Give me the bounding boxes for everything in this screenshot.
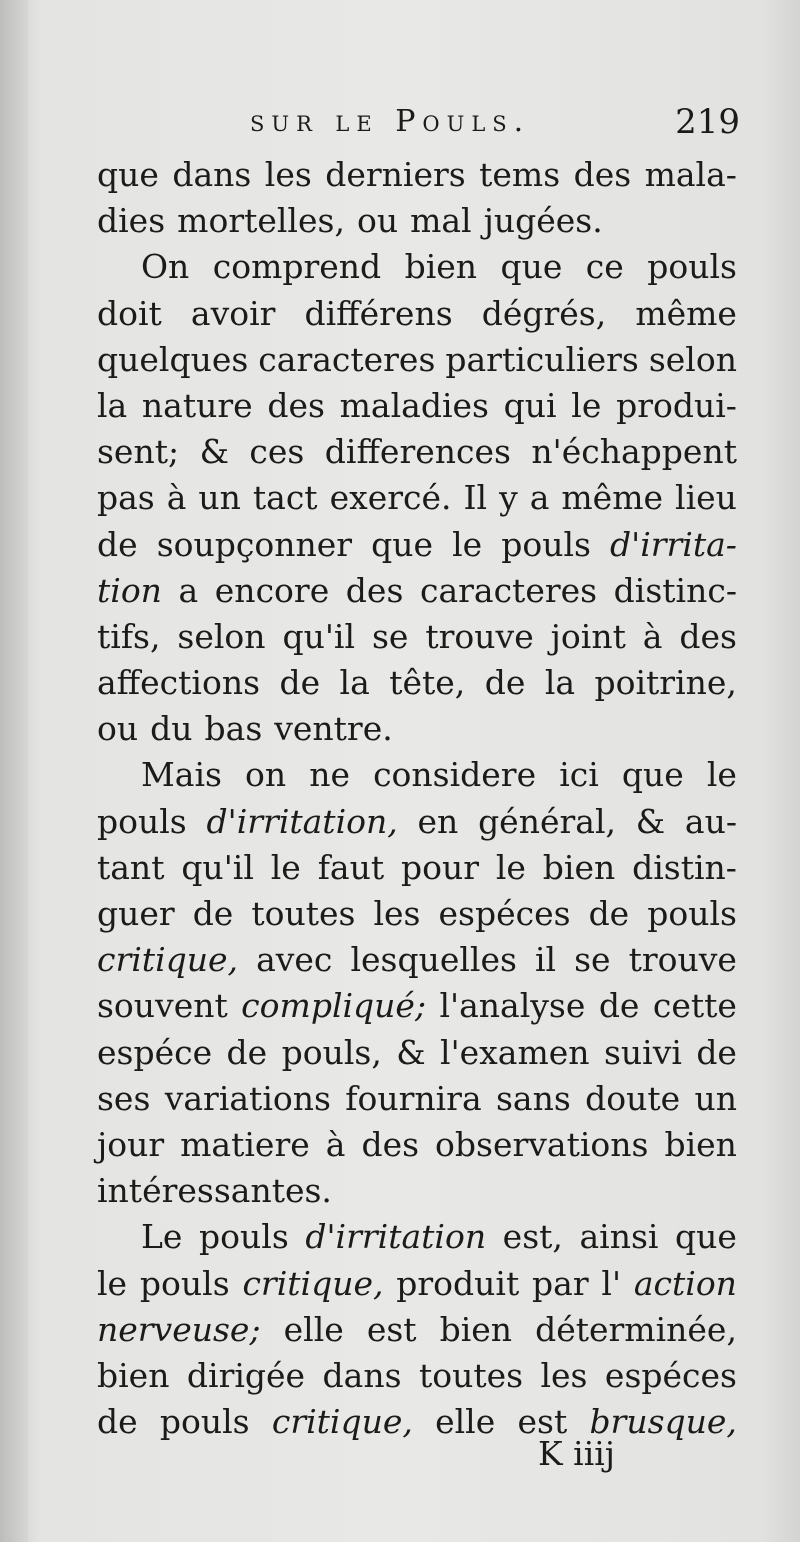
word: caracteres [258, 339, 436, 379]
word: qu'il [181, 847, 254, 887]
word: de [588, 894, 630, 933]
word: ne [309, 755, 350, 795]
word: du [150, 709, 193, 749]
word: pouls [647, 894, 737, 933]
italic-word: action [633, 1263, 737, 1303]
text-line [97, 1030, 737, 1076]
word: elle [283, 1309, 344, 1349]
word: & [396, 1032, 426, 1072]
word: de [226, 1032, 268, 1072]
word: variations [164, 1078, 331, 1118]
word: toutes [251, 894, 356, 933]
text-line [97, 291, 737, 337]
word: sent; [97, 432, 180, 472]
word: général, [478, 801, 616, 841]
word: considere [373, 755, 537, 795]
italic-word: nerveuse; [97, 1309, 261, 1349]
word: pouls [501, 524, 591, 564]
word: de [97, 1402, 138, 1442]
word: dies [97, 201, 166, 241]
word: dans [172, 155, 252, 194]
italic-word: critique, [242, 1263, 384, 1303]
word: espéces [438, 894, 571, 933]
signature-mark: K iiij [538, 1434, 616, 1473]
word: ce [585, 247, 624, 287]
word: de [696, 1032, 737, 1072]
word: poitrine, [594, 663, 737, 703]
word: déterminée, [535, 1309, 737, 1349]
word: distin- [632, 847, 737, 887]
word: tems [479, 155, 561, 194]
word: On [141, 247, 190, 287]
page-number: 219 [675, 102, 740, 142]
page-gutter-shadow [0, 0, 28, 1542]
word: par [532, 1263, 589, 1303]
word: avoir [190, 293, 276, 333]
word: intéressantes. [97, 1171, 332, 1211]
word: & [635, 801, 666, 841]
word: bien [97, 1355, 170, 1395]
word: souvent [97, 986, 228, 1026]
word: espéce [97, 1032, 213, 1072]
word: que [371, 524, 434, 564]
word: que [97, 155, 159, 194]
text-line [97, 152, 737, 198]
word: est [517, 1402, 568, 1442]
word: exercé. [329, 478, 452, 518]
word: dégrés, [481, 293, 607, 333]
word: tifs, [97, 616, 161, 656]
word: differences [324, 432, 511, 472]
word: y [499, 478, 518, 518]
word: espéces [604, 1355, 737, 1395]
text-line [97, 522, 737, 568]
word: à [642, 616, 663, 656]
word: le [270, 847, 301, 887]
word: jour [97, 1124, 165, 1164]
word: pouls [97, 801, 187, 841]
word: de [279, 663, 321, 703]
word: ou [356, 201, 399, 241]
word: le [706, 755, 737, 795]
word: des [573, 155, 632, 194]
word: pas [97, 478, 155, 518]
word: bas [204, 709, 263, 749]
word: suivi [603, 1032, 682, 1072]
word: de [97, 524, 138, 564]
word: de [192, 894, 234, 933]
word: trouve [425, 616, 534, 656]
word: ou [97, 709, 139, 749]
word: lesquelles [350, 940, 517, 980]
word: produit [396, 1263, 520, 1303]
word: la [544, 663, 576, 703]
word: un [694, 1078, 737, 1118]
word: mal [410, 201, 472, 241]
word: l'analyse [439, 986, 586, 1026]
word: qu'il [282, 616, 356, 656]
word: faut [317, 847, 385, 887]
word: pour [400, 847, 479, 887]
word: l'examen [440, 1032, 590, 1072]
word: la [97, 385, 128, 425]
word: à [325, 1124, 346, 1164]
word: ces [249, 432, 305, 472]
text-line [97, 1168, 737, 1214]
word: ses [97, 1078, 151, 1118]
word: pouls [647, 247, 737, 287]
text-line [97, 429, 737, 475]
word: différens [304, 293, 453, 333]
word: Il [463, 478, 488, 518]
body-text [97, 152, 737, 1445]
word: sans [495, 1078, 571, 1118]
word: distinc- [613, 570, 737, 610]
text-line [97, 1076, 737, 1122]
word: trouve [628, 940, 737, 980]
text-line [97, 1307, 737, 1353]
word: quelques [97, 339, 249, 379]
word: fournira [345, 1078, 482, 1118]
word: affections [97, 663, 261, 703]
text-line [97, 845, 737, 891]
word: soupçonner [156, 524, 353, 564]
word: maladies [339, 385, 489, 425]
word: il [534, 940, 557, 980]
text-line [97, 1214, 737, 1260]
word: bien [664, 1124, 737, 1164]
word: & [199, 432, 229, 472]
word: selon [648, 339, 737, 379]
word: Le [141, 1217, 183, 1257]
word: cette [652, 986, 737, 1026]
text-line [97, 937, 737, 983]
word: tact [252, 478, 318, 518]
text-line [97, 383, 737, 429]
word: des [361, 1124, 420, 1164]
text-line [97, 660, 737, 706]
word: se [574, 940, 611, 980]
word: particuliers [445, 339, 639, 379]
word: ventre. [274, 709, 393, 749]
word: est [366, 1309, 417, 1349]
italic-word: compliqué; [241, 986, 427, 1026]
word: encore [214, 570, 330, 610]
word: que [500, 247, 563, 287]
word: mortelles, [177, 201, 345, 241]
page-header [250, 100, 740, 150]
word: de [598, 986, 640, 1026]
word: n'échappent [531, 432, 737, 472]
word: même [561, 478, 664, 518]
italic-word: d'irritation, [206, 801, 398, 841]
word: pouls [139, 1263, 230, 1303]
text-line [97, 1261, 737, 1307]
word: que [621, 755, 684, 795]
word: même [635, 293, 737, 333]
word: bien [439, 1309, 513, 1349]
word: les [373, 894, 421, 933]
text-line [97, 198, 737, 244]
word: matiere [180, 1124, 310, 1164]
word: avec [256, 940, 333, 980]
word: observations [435, 1124, 649, 1164]
word: a [529, 478, 550, 518]
word: des [679, 616, 737, 656]
text-line [97, 568, 737, 614]
word: tête, [389, 663, 466, 703]
italic-word: brusque, [589, 1402, 737, 1442]
italic-word: critique, [271, 1402, 413, 1442]
word: ici [559, 755, 599, 795]
text-line [97, 891, 737, 937]
word: la [339, 663, 370, 703]
text-line [97, 614, 737, 660]
word: le [571, 385, 602, 425]
word: le [97, 1263, 128, 1303]
word: joint [550, 616, 626, 656]
word: pouls, [281, 1032, 382, 1072]
word: a [178, 570, 199, 610]
word: le [452, 524, 483, 564]
text-line [97, 337, 737, 383]
word: des [345, 570, 404, 610]
word: Mais [141, 755, 222, 795]
word: au- [684, 801, 737, 841]
word: se [371, 616, 409, 656]
word: toutes [418, 1355, 524, 1395]
word: un [198, 478, 241, 518]
word: le [495, 847, 526, 887]
word: dans [322, 1355, 402, 1395]
word: pouls [199, 1217, 289, 1257]
word: les [540, 1355, 588, 1395]
text-line [97, 706, 737, 752]
text-line [97, 1353, 737, 1399]
text-line [97, 244, 737, 290]
word: derniers [325, 155, 466, 194]
word: doit [97, 293, 162, 333]
word: dirigée [186, 1355, 306, 1395]
word: bien [404, 247, 478, 287]
word: à [166, 478, 187, 518]
word: en [417, 801, 459, 841]
word: qui [503, 385, 557, 425]
italic-word: critique, [97, 940, 239, 980]
text-line [97, 752, 737, 798]
word: caracteres [419, 570, 598, 610]
word: pouls [159, 1402, 250, 1442]
italic-word: d'irrita- [610, 524, 737, 564]
word: doute [585, 1078, 681, 1118]
word: des [267, 385, 325, 425]
word: nature [141, 385, 253, 425]
word: est, [502, 1217, 563, 1257]
word: guer [97, 894, 175, 933]
text-line [97, 1399, 737, 1445]
running-head: sur le Pouls. [250, 104, 531, 139]
word: bien [542, 847, 616, 887]
text-line [97, 799, 737, 845]
word: produi- [616, 385, 737, 425]
italic-word: tion [97, 570, 162, 610]
word: ainsi [579, 1217, 659, 1257]
word: mala- [644, 155, 737, 194]
word: l' [601, 1263, 622, 1303]
text-line [97, 983, 737, 1029]
word: jugées. [483, 201, 603, 241]
word: elle [435, 1402, 496, 1442]
word: tant [97, 847, 165, 887]
word: les [264, 155, 312, 194]
italic-word: d'irritation [305, 1217, 487, 1257]
word: comprend [212, 247, 382, 287]
word: on [245, 755, 287, 795]
text-line [97, 475, 737, 521]
word: lieu [675, 478, 737, 518]
word: de [484, 663, 526, 703]
text-line [97, 1122, 737, 1168]
word: que [675, 1217, 737, 1257]
word: selon [177, 616, 266, 656]
